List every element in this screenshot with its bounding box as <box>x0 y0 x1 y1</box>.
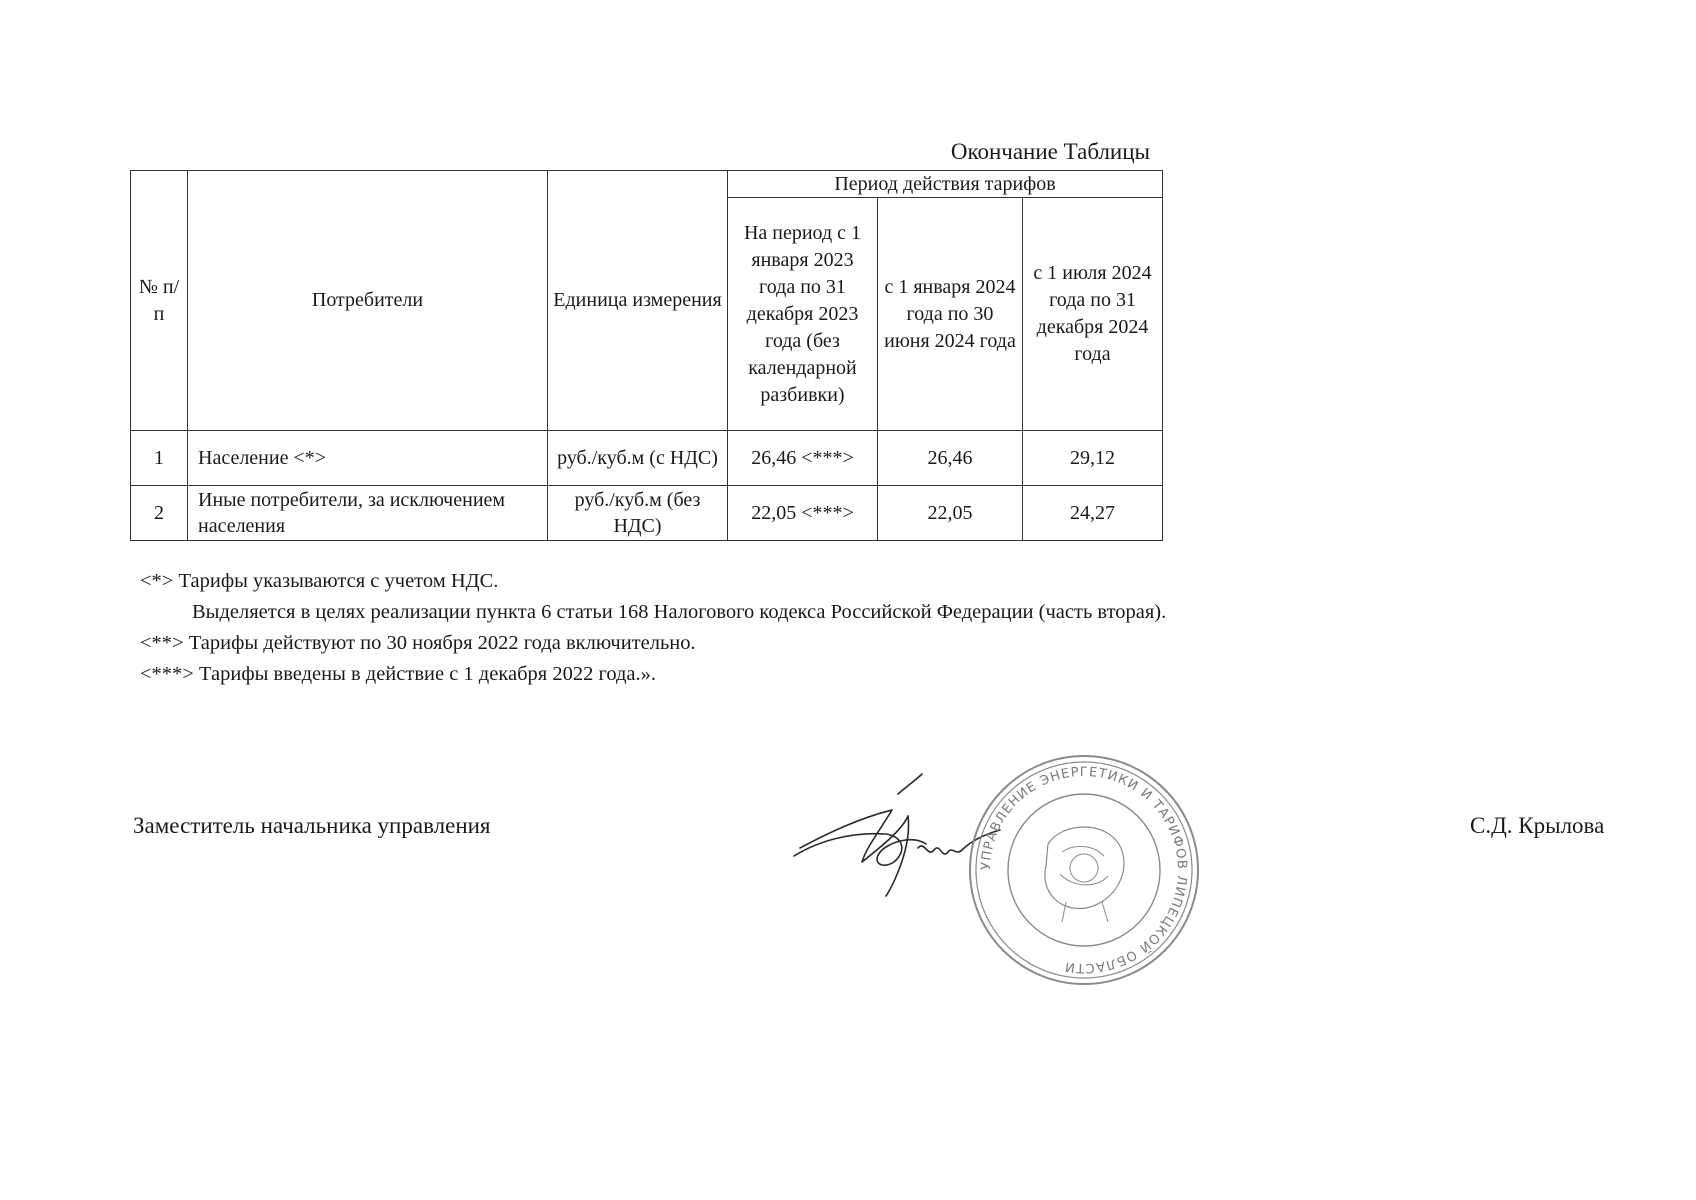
official-seal <box>966 752 1202 988</box>
footnotes <box>140 566 1166 690</box>
header-period-2024-h1: с 1 января 2024 года по 30 июня 2024 года <box>878 198 1023 431</box>
row-value-2024-h2: 29,12 <box>1023 431 1163 486</box>
row-num: 2 <box>131 486 188 541</box>
footnote-effective: <***> Тарифы введены в действие с 1 декабря 2022 года.». <box>140 663 657 685</box>
signatory-title: Заместитель начальника управления <box>133 813 491 838</box>
row-value-2024-h2: 24,27 <box>1023 486 1163 541</box>
footnote-vat-detail: Выделяется в целях реализации пункта 6 статьи 168 Налогового кодекса Российской Федерации (часть вторая). <box>192 601 1167 623</box>
header-period: Период действия тарифов <box>728 171 1163 198</box>
row-consumer: Иные потребители, за исключением населения <box>188 486 548 541</box>
header-consumers: Потребители <box>188 171 548 431</box>
footnote-vat: <*> Тарифы указываются с учетом НДС. <box>140 570 499 592</box>
footnote-until: <**> Тарифы действуют по 30 ноября 2022 года включительно. <box>140 632 696 654</box>
row-consumer: Население <*> <box>188 431 548 486</box>
tariff-table <box>130 170 1163 541</box>
svg-text:УПРАВЛЕНИЕ ЭНЕРГЕТИКИ И ТАРИФО <box>979 765 1189 975</box>
signatory-name: С.Д. Крылова <box>1470 813 1605 838</box>
table-row <box>131 431 1163 486</box>
stamp-text: УПРАВЛЕНИЕ ЭНЕРГЕТИКИ И ТАРИФОВ ЛИПЕЦКОЙ ОБЛАСТИ <box>978 764 1190 976</box>
row-value-2023: 26,46 <***> <box>728 431 878 486</box>
row-value-2024-h1: 22,05 <box>878 486 1023 541</box>
header-unit: Единица измерения <box>548 171 728 431</box>
row-num: 1 <box>131 431 188 486</box>
header-period-2023: На период с 1 января 2023 года по 31 декабря 2023 года (без календарной разбивки) <box>728 198 878 431</box>
row-value-2024-h1: 26,46 <box>878 431 1023 486</box>
header-period-2024-h2: с 1 июля 2024 года по 31 декабря 2024 года <box>1023 198 1163 431</box>
header-num: № п/п <box>131 171 188 431</box>
row-unit: руб./куб.м (без НДС) <box>548 486 728 541</box>
table-header-row <box>131 171 1163 198</box>
table-row <box>131 486 1163 541</box>
table-caption: Окончание Таблицы <box>950 139 1150 164</box>
row-unit: руб./куб.м (с НДС) <box>548 431 728 486</box>
row-value-2023: 22,05 <***> <box>728 486 878 541</box>
